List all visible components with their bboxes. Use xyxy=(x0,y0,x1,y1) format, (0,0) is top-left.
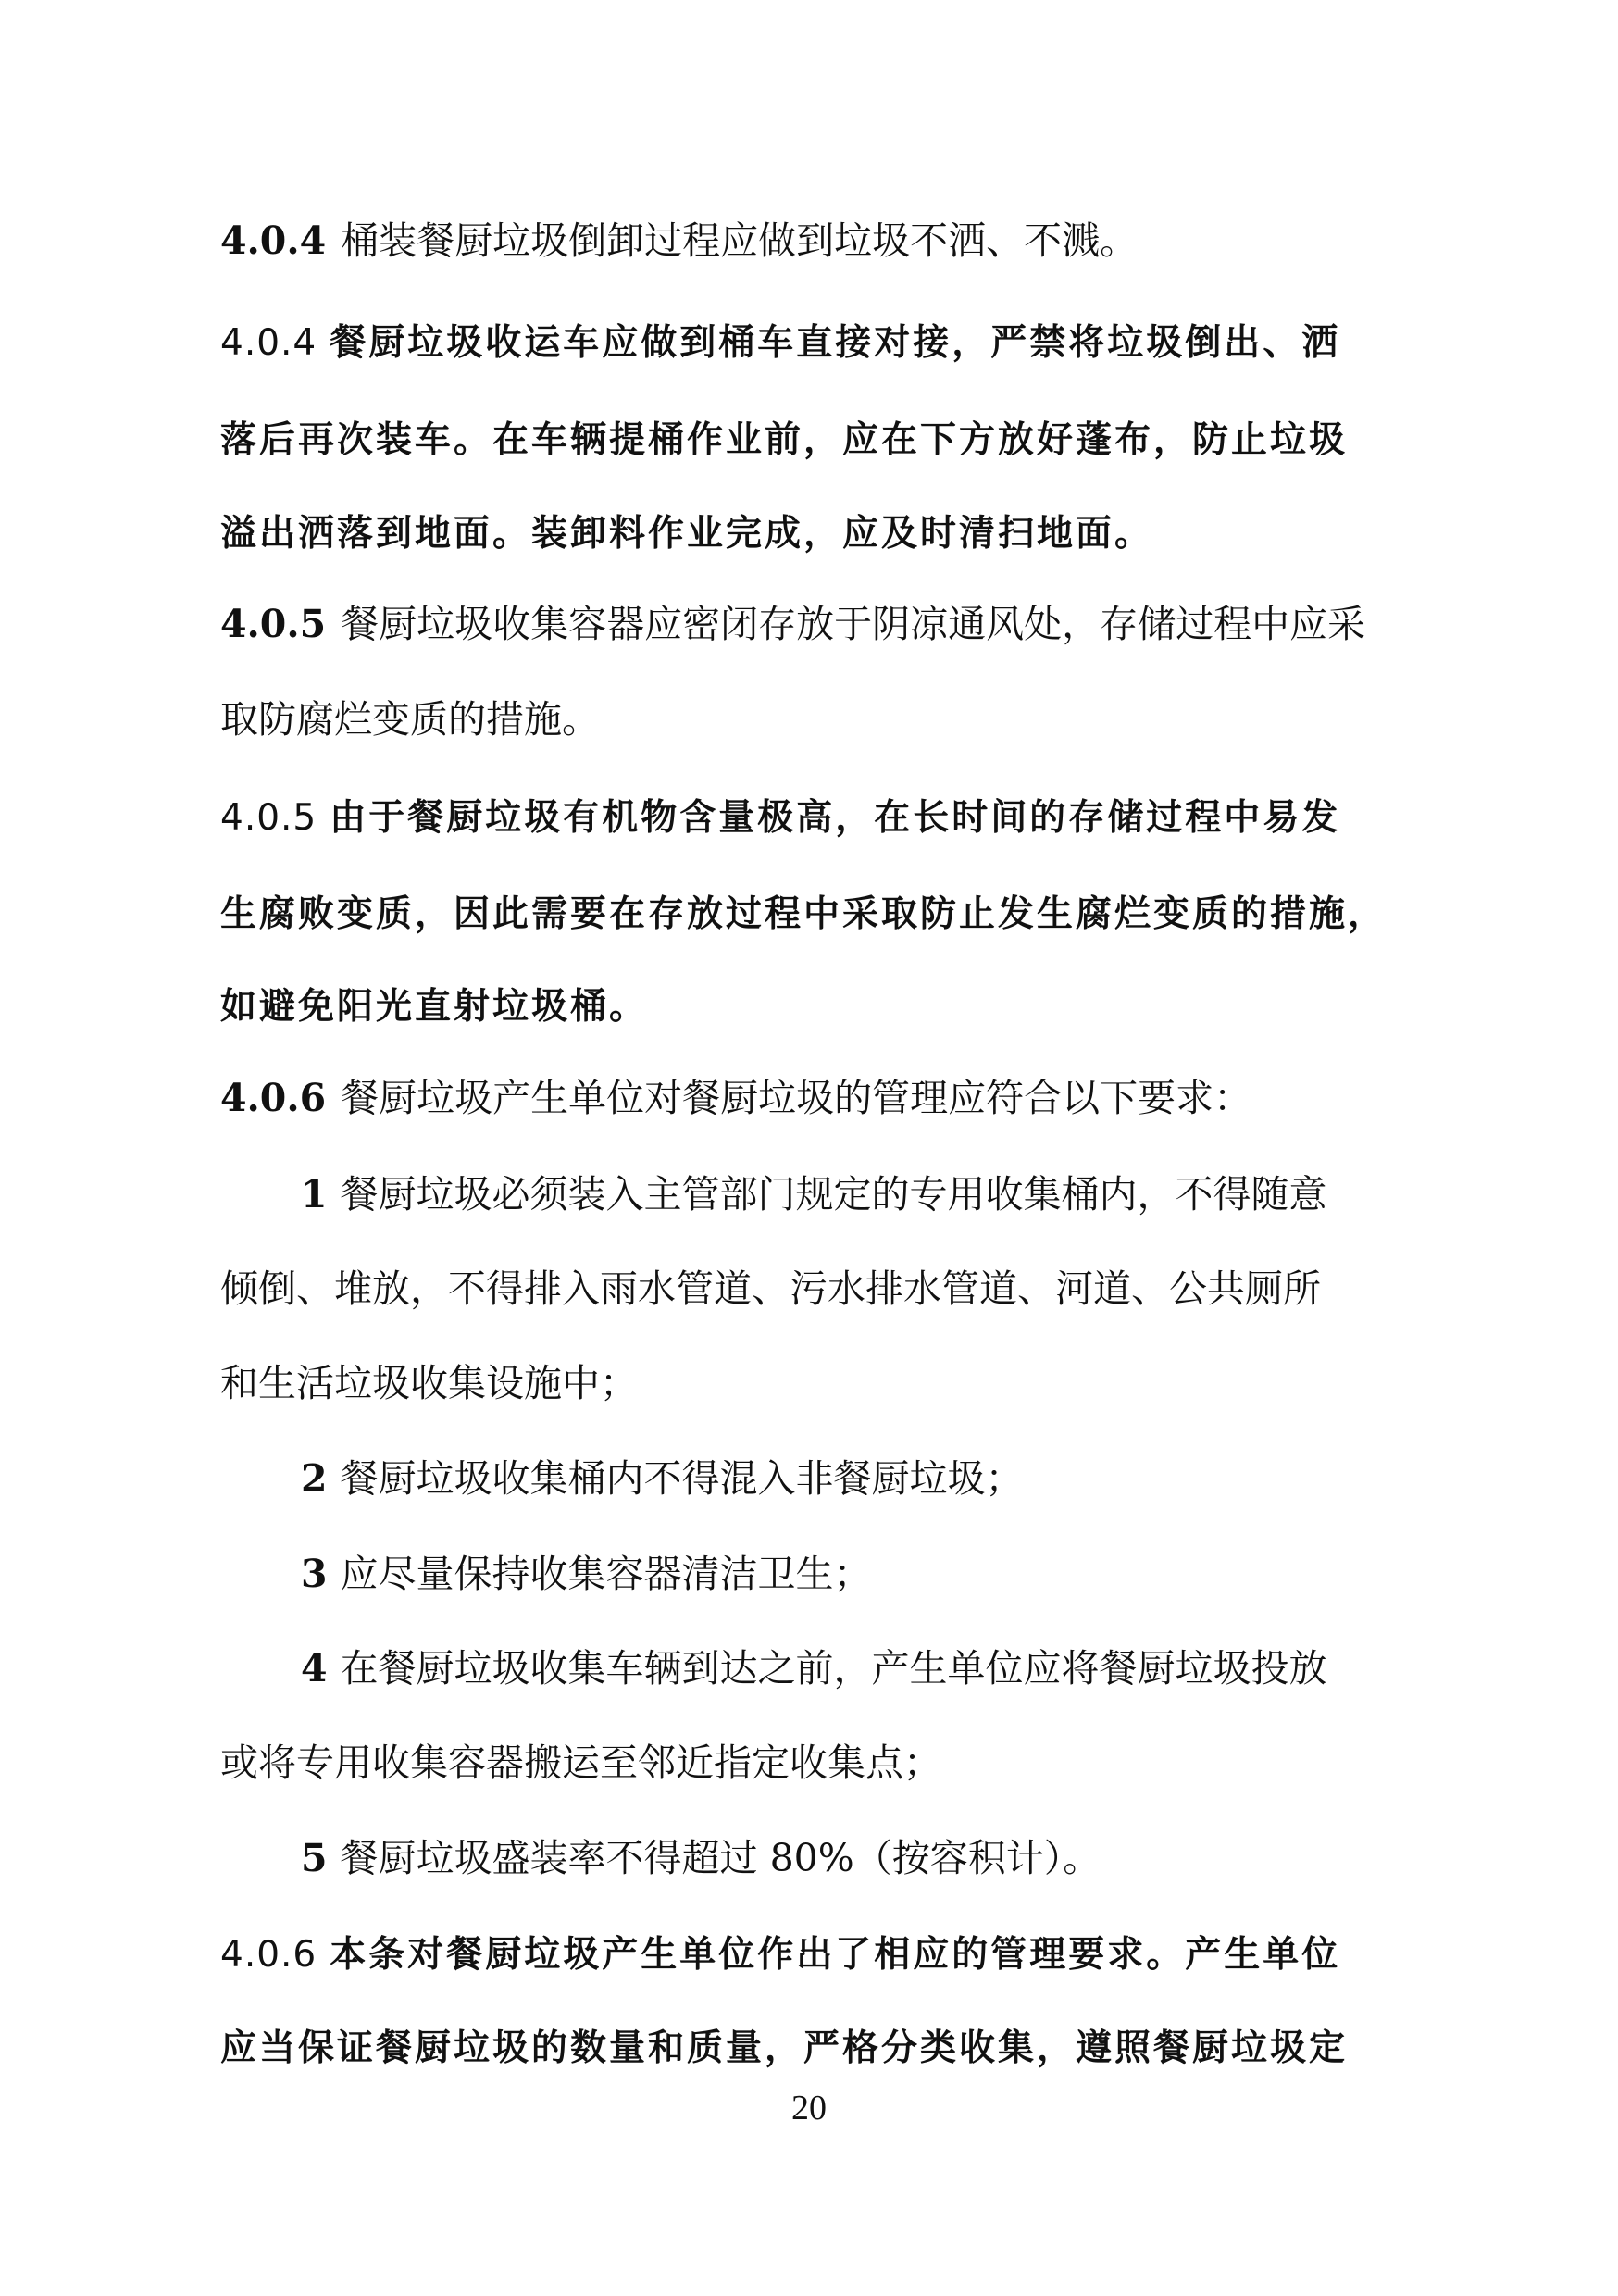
list-item-1-line-3 xyxy=(220,1357,1400,1409)
commentary-number: 4.0.4 xyxy=(220,322,317,364)
clause-text: 桶装餐厨垃圾倒卸过程应做到垃圾不洒、不溅。 xyxy=(341,218,1139,263)
commentary-text: 由于餐厨垃圾有机物含量极高，在长时间的存储过程中易发 xyxy=(330,797,1341,839)
commentary-4-0-4-line-1 xyxy=(220,318,1400,369)
clause-text: 餐厨垃圾产生单位对餐厨垃圾的管理应符合以下要求： xyxy=(341,1076,1252,1120)
page-number: 20 xyxy=(791,2089,827,2128)
commentary-number: 4.0.6 xyxy=(220,1934,317,1976)
commentary-text: 落后再次装车。在车辆提桶作业前，应在下方放好蓬布，防止垃圾 xyxy=(220,419,1349,461)
commentary-4-0-5-line-1 xyxy=(220,792,1400,844)
clause-4-0-4 xyxy=(220,215,1400,267)
item-number: 5 xyxy=(301,1836,328,1880)
item-text: 餐厨垃圾必须装入主管部门规定的专用收集桶内，不得随意 xyxy=(340,1172,1327,1217)
list-item-1-line-2 xyxy=(220,1263,1400,1315)
item-text: 倾倒、堆放，不得排入雨水管道、污水排水管道、河道、公共厕所 xyxy=(220,1267,1321,1311)
commentary-4-0-4-line-2 xyxy=(220,415,1400,467)
commentary-4-0-6-line-1 xyxy=(220,1929,1400,1981)
item-text: 在餐厨垃圾收集车辆到达之前，产生单位应将餐厨垃圾投放 xyxy=(340,1646,1327,1691)
commentary-text: 溢出洒落到地面。装卸料作业完成，应及时清扫地面。 xyxy=(220,513,1154,555)
clause-4-0-5-line-1 xyxy=(220,598,1400,650)
item-text: 餐厨垃圾收集桶内不得混入非餐厨垃圾； xyxy=(340,1456,1024,1501)
item-number: 4 xyxy=(301,1646,328,1691)
commentary-4-0-4-line-3 xyxy=(220,508,1400,560)
commentary-4-0-5-line-2 xyxy=(220,889,1400,941)
commentary-text: 应当保证餐厨垃圾的数量和质量，严格分类收集，遵照餐厨垃圾定 xyxy=(220,2028,1349,2069)
item-text: 或将专用收集容器搬运至邻近指定收集点； xyxy=(220,1741,941,1785)
item-number: 2 xyxy=(301,1456,328,1501)
commentary-4-0-5-line-3 xyxy=(220,981,1400,1033)
commentary-text: 如避免阳光直射垃圾桶。 xyxy=(220,986,649,1028)
item-text: 餐厨垃圾盛装率不得超过 80%（按容积计）。 xyxy=(340,1836,1101,1880)
list-item-5 xyxy=(301,1832,1400,1884)
list-item-1-line-1 xyxy=(301,1168,1400,1220)
commentary-text: 生腐败变质，因此需要在存放过程中采取防止发生腐烂变质的措施， xyxy=(220,893,1388,935)
clause-number: 4.0.5 xyxy=(220,602,327,646)
clause-number: 4.0.4 xyxy=(220,218,327,263)
clause-4-0-6 xyxy=(220,1072,1400,1124)
list-item-2 xyxy=(301,1453,1400,1504)
item-text: 和生活垃圾收集设施中； xyxy=(220,1361,638,1405)
clause-text: 取防腐烂变质的措施。 xyxy=(220,697,600,742)
clause-number: 4.0.6 xyxy=(220,1076,327,1120)
commentary-number: 4.0.5 xyxy=(220,797,317,839)
clause-4-0-5-line-2 xyxy=(220,693,1400,745)
list-item-4-line-1 xyxy=(301,1642,1400,1694)
list-item-3 xyxy=(301,1548,1400,1600)
item-text: 应尽量保持收集容器清洁卫生； xyxy=(340,1552,872,1596)
commentary-text: 本条对餐厨垃圾产生单位作出了相应的管理要求。产生单位 xyxy=(330,1934,1341,1976)
commentary-text: 餐厨垃圾收运车应做到桶车直接对接，严禁将垃圾倒出、洒 xyxy=(330,322,1341,364)
commentary-4-0-6-line-2 xyxy=(220,2023,1400,2075)
item-number: 1 xyxy=(301,1172,328,1217)
list-item-4-line-2 xyxy=(220,1737,1400,1789)
clause-text: 餐厨垃圾收集容器应密闭存放于阴凉通风处，存储过程中应采 xyxy=(341,602,1366,646)
item-number: 3 xyxy=(301,1552,328,1596)
